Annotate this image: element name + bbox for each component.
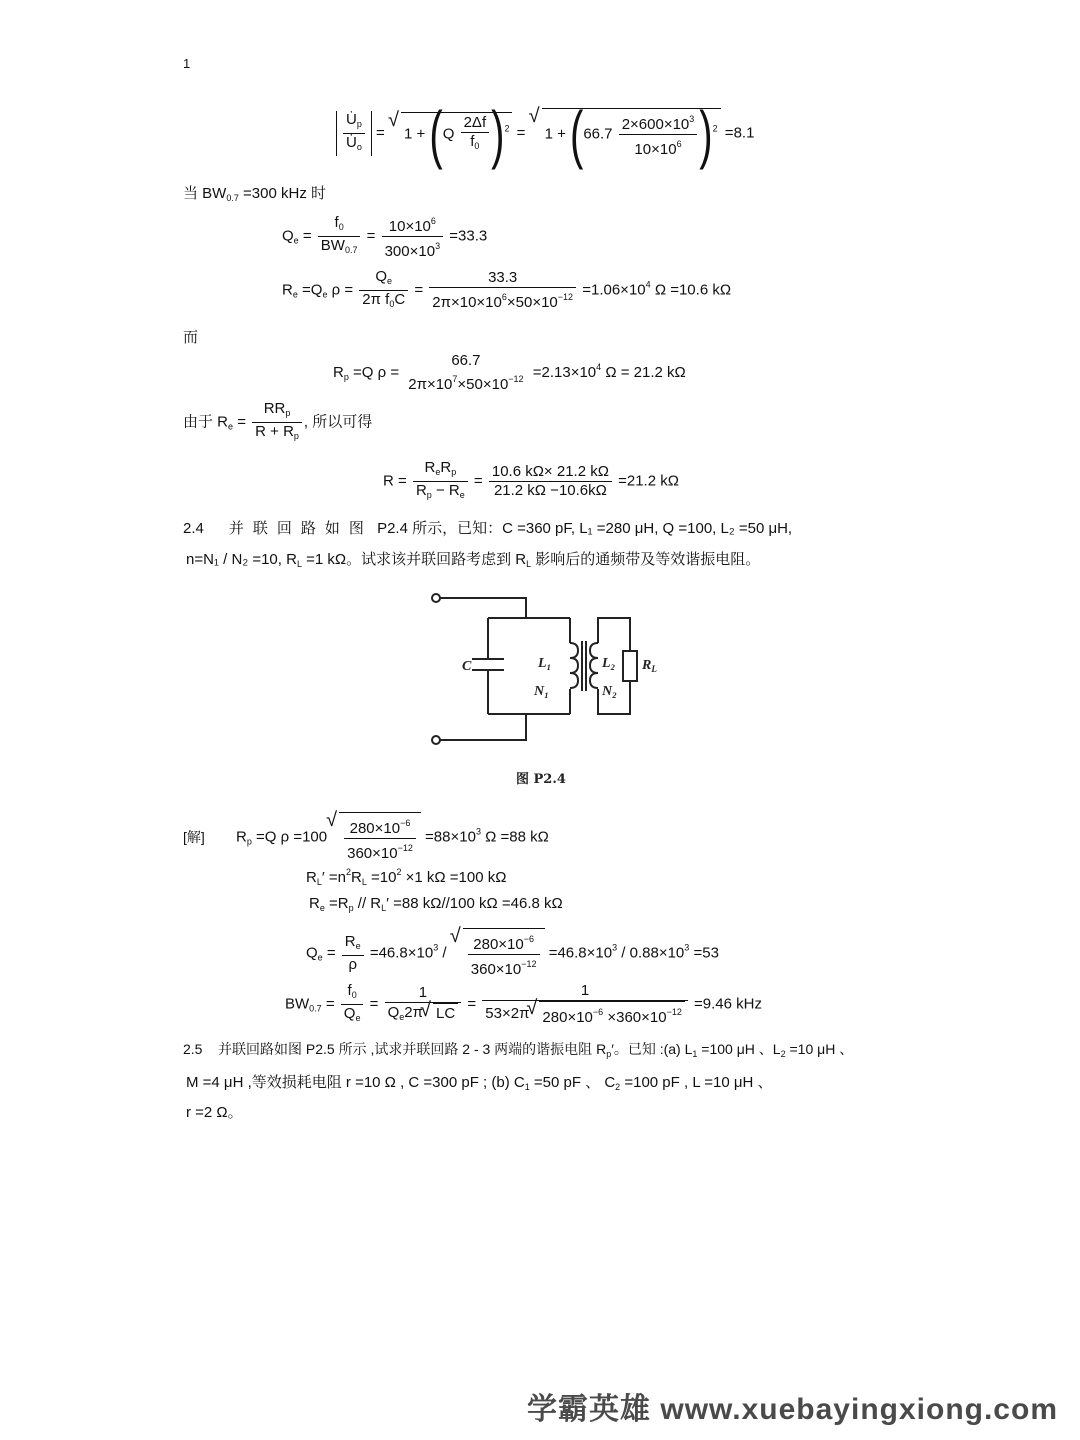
solution-label: [解]: [183, 829, 205, 845]
equation-voltage-ratio: $\frac{U̇_p}{U̇_o}$ = √ 1 + (Q $\frac{2\Delta f}{f_0}$ )$^2$ = √ 1 + (66.7 $\frac{2\times 600\times 10^3}{10\times 10^6}$ )$^2$ =8.1: [336, 108, 754, 159]
page-number: 1: [183, 56, 191, 71]
problem-2-4-line-1: 2.4 并联回路如图 P2.4 所示，已知：C =360 pF, L₁ =280 μH, Q =100, L₂ =50 μH,: [183, 520, 793, 537]
equation-rl-prime: $R_L' =n^2R_L =10^2 \times 1$ kΩ =100 kΩ: [306, 867, 507, 887]
problem-2-5-line-3: r =2 Ω。: [186, 1104, 243, 1121]
input-terminal-bottom: [432, 736, 440, 744]
equation-bw-solution: $BW_{0.7}$ = $\frac{f_0}{Q_e}$ = $\frac{1}{Q_e2\pi√ LC}$ = $\frac{1}{53\times 2\pi√ 280\times 10^{-6} \times 360\times 10^{-12}}$ =9.46 kHz: [285, 982, 762, 1027]
label-c: C: [462, 659, 472, 674]
equation-r: R = $\frac{R_eR_p}{R_p - R_e}$ = $\frac{10.6 k\Omega\times 21.2 k\Omega}{21.2 k\Omega -10.6k\Omega}$ =21.2 kΩ: [383, 459, 679, 504]
input-terminal-top: [432, 594, 440, 602]
equation-re-solution: $R_e =R_p // R_L' =88$ kΩ//100 kΩ =46.8 kΩ: [309, 895, 563, 913]
watermark: 学霸英雄 www.xuebayingxiong.com: [527, 1393, 1058, 1426]
problem-2-4-line-2: n=N₁ / N₂ =10, $R_L =1$ kΩ。试求该并联回路考虑到 $R_L$ 影响后的通频带及等效谐振电阻。: [186, 551, 761, 569]
problem-2-5-line-1: 2.5 并联回路如图 P2.5 所示 ,试求并联回路 2 - 3 两端的谐振电阻 $R_p'$。已知 :(a) $L_1 =100$ μH 、$L_2 =10$ μH 、: [183, 1041, 854, 1059]
bw-condition-line: 当 $BW_{0.7} =300$ kHz 时: [183, 185, 326, 203]
problem-2-5-line-2: M =4 μH ,等效损耗电阻 r =10 Ω , C =300 pF ; (b) $C_1 =50$ pF 、 $C_2 =100$ pF , L =10 μH 、: [186, 1074, 773, 1092]
equation-solution-rp: $R_p =Q$ ρ =100 √ $\frac{280\times 10^{-6}}{360\times 10^{-12}}$ $=88\times 10^3$ Ω =88 kΩ: [236, 812, 549, 863]
equation-re-parallel: 由于 $R_e$ = $\frac{RR_p}{R + R_p}$ , 所以可得: [183, 400, 372, 445]
equation-qe-solution: $Q_e$ = $\frac{R_e}{\rho}$ $=46.8\times 10^3$ / √ $\frac{280\times 10^{-6}}{360\times 10^{-12}}$ $=46.8\times 10^3 / 0.88\times 10^3 =53$: [306, 928, 719, 979]
label-n1: N₁: [534, 684, 549, 699]
figure-caption: 图 P2.4: [516, 772, 566, 787]
equation-re: $R_e =Q_e$ ρ = $\frac{Q_e}{2\pi f_0C}$ = $\frac{33.3}{2\pi\times 10\times 10^6\times 50\times 10^{-12}}$ $=1.06\times 10^4$ Ω =10.6 kΩ: [282, 268, 732, 311]
label-rl: $R_L$: [642, 658, 657, 674]
circuit-figure-p2-4: [420, 585, 660, 795]
label-l2: L₂: [602, 656, 616, 671]
label-l1: L₁: [538, 656, 552, 671]
equation-rp: $R_p =Q$ ρ = 66.7 $2\pi\times 10^7\times 50\times 10^{-12}$ $=2.13\times 10^4$ Ω = 21.2 kΩ: [333, 352, 686, 393]
equation-qe: $Q_e$ = $\frac{f_0}{BW_{0.7}}$ = $\frac{10\times 10^6}{300\times 10^3}$ =33.3: [282, 214, 488, 260]
er-label: 而: [183, 329, 199, 346]
label-n2: N₂: [602, 684, 617, 699]
